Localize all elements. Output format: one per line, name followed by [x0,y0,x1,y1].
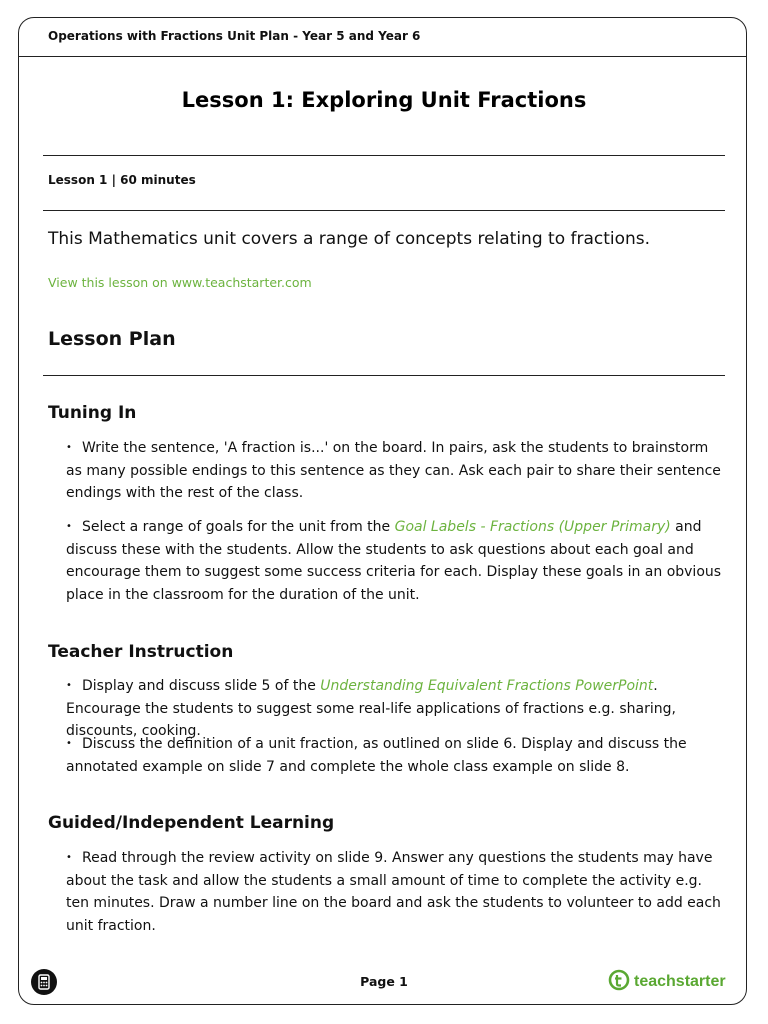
brand-name: teachstarter [634,973,726,990]
guided-learning-paragraph-1: • Read through the review activity on slide 9. Answer any questions the students may have about the task and allow the students a small amount of time to complete the activity e.g. ten minutes. Draw a number line on the board and ask the students to volunteer to add each unit fraction. [66,847,726,937]
page-header [19,18,746,57]
bullet-icon: • [66,442,72,453]
teacher-instruction-paragraph-1: • Display and discuss slide 5 of the Understanding Equivalent Fractions PowerPoint. Encourage the students to suggest some real-life applications of fractions e.g. sharing, discounts, cooking. [66,675,726,743]
powerpoint-link[interactable]: Understanding Equivalent Fractions PowerPoint [320,678,654,694]
teachstarter-logo-icon [608,969,630,995]
guided-learning-heading: Guided/Independent Learning [48,813,335,833]
bullet-icon: • [66,680,72,691]
teacher-instruction-paragraph-2: • Discuss the definition of a unit fraction, as outlined on slide 6. Display and discuss the annotated example on slide 7 and complete the whole class example on slide 8. [66,733,726,778]
bullet-icon: • [66,738,72,749]
unit-plan-title: Operations with Fractions Unit Plan - Year 5 and Year 6 [48,29,421,43]
view-lesson-link[interactable]: View this lesson on www.teachstarter.com [48,275,312,290]
teachstarter-logo[interactable] [608,970,726,994]
bullet-icon: • [66,521,72,532]
divider [43,375,725,376]
lesson-intro: This Mathematics unit covers a range of concepts relating to fractions. [48,229,651,249]
tuning-in-paragraph-2: • Select a range of goals for the unit from the Goal Labels - Fractions (Upper Primary) and discuss these with the students. Allow the students to ask questions about each goal and encourage them to suggest some success criteria for each. Display these goals in an obvious place in the classroom for the duration of the unit. [66,516,726,606]
lesson-plan-heading: Lesson Plan [48,328,176,350]
lesson-meta: Lesson 1 | 60 minutes [48,173,196,187]
divider [43,210,725,211]
teacher-instruction-heading: Teacher Instruction [48,642,234,662]
tuning-in-paragraph-1: • Write the sentence, 'A fraction is...' on the board. In pairs, ask the students to brainstorm as many possible endings to this sentence as they can. Ask each pair to share their sentence endings with the rest of the class. [66,437,726,505]
goal-labels-link[interactable]: Goal Labels - Fractions (Upper Primary) [394,519,671,535]
tuning-in-heading: Tuning In [48,403,137,423]
page-number: Page 1 [360,974,408,989]
lesson-title: Lesson 1: Exploring Unit Fractions [181,88,587,112]
bullet-icon: • [66,852,72,863]
divider [43,155,725,156]
